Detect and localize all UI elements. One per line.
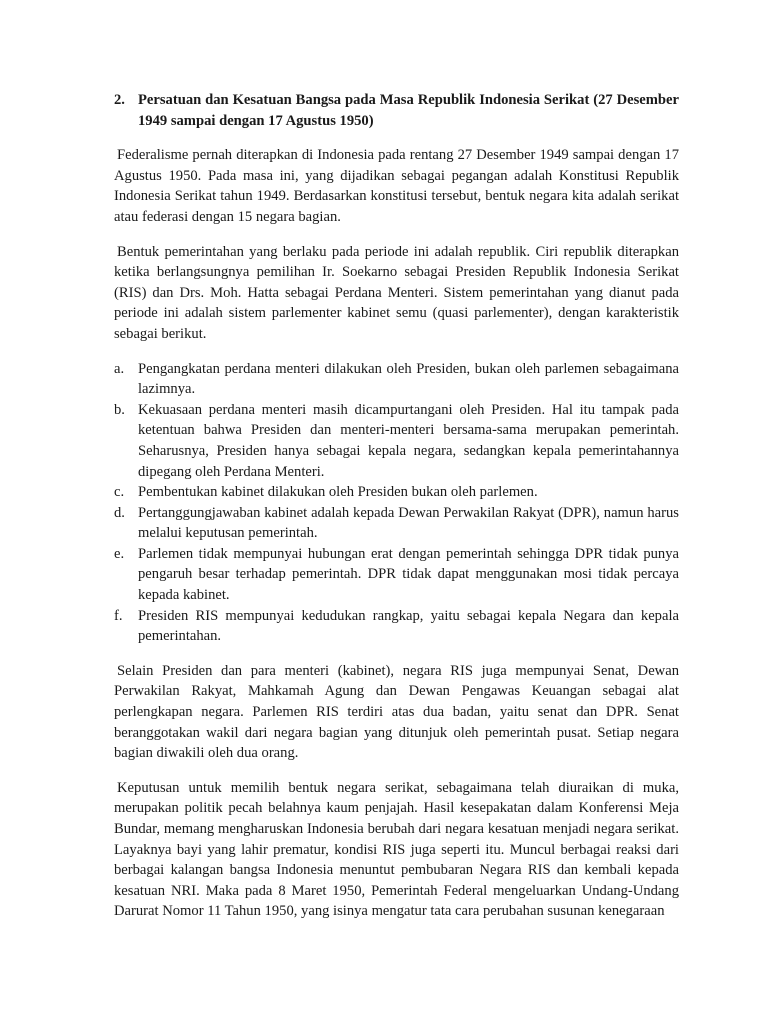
section-number: 2. (114, 92, 125, 108)
list-marker: f. (114, 607, 123, 624)
paragraph-state-organs: Selain Presiden dan para menteri (kabinet), negara RIS juga mempunyai Senat, Dewan Perwakilan Rakyat, Mahkamah Agung dan Dewan Pengawas Keuangan sebagai alat perlengkapan negara. Parlemen RIS terdiri atas dua badan, yaitu senat dan DPR. Senat beranggotakan wakil dari negara bagian yang ditunjuk oleh pemerintah pusat. Setiap negara bagian diwakili oleh dua orang. (114, 662, 679, 762)
list-item (114, 544, 679, 606)
section-heading (114, 90, 679, 131)
section-title: Persatuan dan Kesatuan Bangsa pada Masa Republik Indonesia Serikat (27 Desember 1949 sampai dengan 17 Agustus 1950) (138, 92, 679, 129)
list-item (114, 503, 679, 544)
list-item-text: Pertanggungjawaban kabinet adalah kepada Dewan Perwakilan Rakyat (DPR), namun harus melalui keputusan pemerintah. (138, 504, 679, 542)
paragraph-federalism: Federalisme pernah diterapkan di Indonesia pada rentang 27 Desember 1949 sampai dengan 17 Agustus 1950. Pada masa ini, yang dijadikan sebagai pegangan adalah Konstitusi Republik Indonesia Serikat tahun 1949. Berdasarkan konstitusi tersebut, bentuk negara kita adalah serikat atau federasi dengan 15 negara bagian. (114, 147, 679, 225)
list-marker: a. (114, 360, 125, 377)
list-item-text: Pengangkatan perdana menteri dilakukan oleh Presiden, bukan oleh parlemen sebagaimana lazimnya. (138, 360, 679, 398)
list-item-text: Kekuasaan perdana menteri masih dicampurtangani oleh Presiden. Hal itu tampak pada ketentuan bahwa Presiden dan menteri-menteri bersama-sama merupakan pemerintah. Seharusnya, Presiden hanya sebagai kepala negara, sedangkan kepala pemerintahannya dipegang oleh Perdana Menteri. (138, 401, 679, 480)
list-item-text: Parlemen tidak mempunyai hubungan erat dengan pemerintah sehingga DPR tidak punya pengaruh besar terhadap pemerintah. DPR tidak dapat menggunakan mosi tidak percaya kepada kabinet. (138, 545, 679, 604)
list-marker: d. (114, 504, 125, 521)
list-item (114, 606, 679, 647)
document-page (114, 90, 679, 936)
list-item (114, 400, 679, 482)
paragraph-government-form: Bentuk pemerintahan yang berlaku pada periode ini adalah republik. Ciri republik diterapkan ketika berlangsungnya pemilihan Ir. Soekarno sebagai Presiden Republik Indonesia Serikat (RIS) dan Drs. Moh. Hatta sebagai Perdana Menteri. Sistem pemerintahan yang dianut pada periode ini adalah sistem parlementer kabinet semu (quasi parlementer), dengan karakteristik sebagai berikut. (114, 243, 679, 342)
characteristics-list (114, 359, 679, 647)
list-item-text: Pembentukan kabinet dilakukan oleh Presiden bukan oleh parlemen. (138, 484, 538, 501)
list-marker: b. (114, 401, 125, 418)
list-item (114, 359, 679, 400)
list-marker: e. (114, 545, 125, 562)
list-marker: c. (114, 484, 125, 501)
list-item-text: Presiden RIS mempunyai kedudukan rangkap, yaitu sebagai kepala Negara dan kepala pemerintahan. (138, 607, 679, 645)
paragraph-federal-decision: Keputusan untuk memilih bentuk negara serikat, sebagaimana telah diuraikan di muka, merupakan politik pecah belahnya kaum penjajah. Hasil kesepakatan dalam Konferensi Meja Bundar, memang mengharuskan Indonesia berubah dari negara kesatuan menjadi negara serikat. Layaknya bayi yang lahir prematur, kondisi RIS juga seperti itu. Muncul berbagai reaksi dari berbagai kalangan bangsa Indonesia menuntut pembubaran Negara RIS dan kembali kepada kesatuan NRI. Maka pada 8 Maret 1950, Pemerintah Federal mengeluarkan Undang-Undang Darurat Nomor 11 Tahun 1950, yang isinya mengatur tata cara perubahan susunan kenegaraan (114, 779, 679, 920)
list-item (114, 482, 679, 503)
